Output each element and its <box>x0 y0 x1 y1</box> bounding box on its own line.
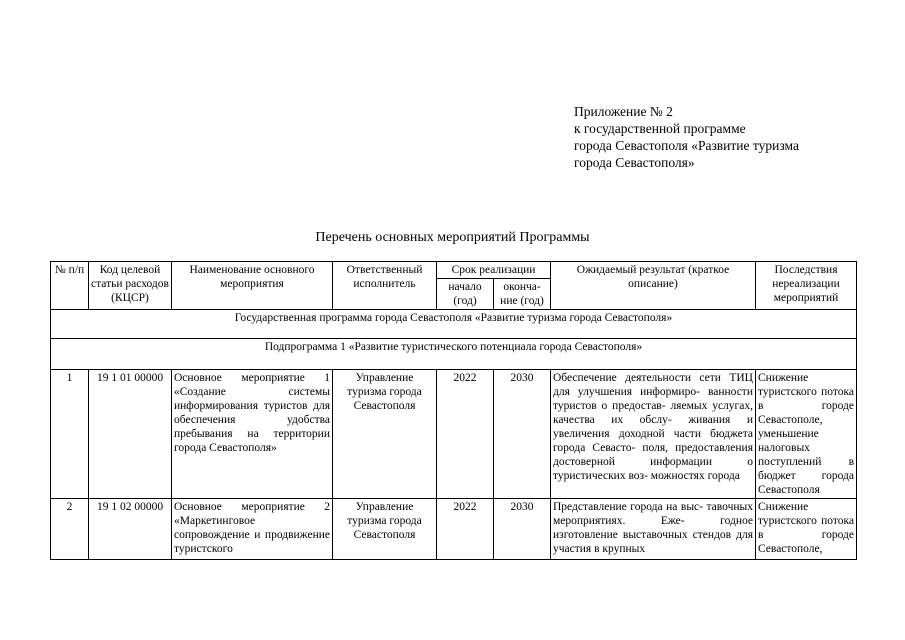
header-executor: Ответственный исполнитель <box>333 262 437 310</box>
cell-code: 19 1 02 00000 <box>89 499 172 560</box>
header-term: Срок реализации <box>437 262 551 279</box>
program-banner: Государственная программа города Севастополя «Развитие туризма города Севастополя» <box>51 310 857 339</box>
cell-executor: Управление туризма города Севастополя <box>333 499 437 560</box>
table-row <box>51 499 857 560</box>
appendix-line: города Севастополя «Развитие туризма <box>574 138 799 153</box>
cell-end: 2030 <box>494 370 551 499</box>
header-result: Ожидаемый результат (краткое описание) <box>551 262 756 310</box>
header-start: начало (год) <box>437 279 494 310</box>
cell-consequences: Снижение туристского потока в городе Севастополе, <box>756 499 857 560</box>
appendix-line: к государственной программе <box>574 121 746 136</box>
header-name: Наименование основного мероприятия <box>172 262 333 310</box>
cell-consequences: Снижение туристского потока в городе Севастополе, уменьшение налоговых поступлений в бюджет города Севастополя <box>756 370 857 499</box>
header-end: оконча- ние (год) <box>494 279 551 310</box>
document-title: Перечень основных мероприятий Программы <box>315 230 590 245</box>
cell-executor: Управление туризма города Севастополя <box>333 370 437 499</box>
subprogram-banner-row <box>51 339 857 370</box>
header-consequences: Последствия нереализации мероприятий <box>756 262 857 310</box>
table-row <box>51 370 857 499</box>
appendix-line: города Севастополя» <box>574 155 695 170</box>
appendix-line: Приложение № 2 <box>574 104 673 119</box>
cell-end: 2030 <box>494 499 551 560</box>
cell-result: Представление города на выс- тавочных мероприятиях. Еже- годное изготовление выставочных стендов для участия в крупных <box>551 499 756 560</box>
cell-result: Обеспечение деятельности сети ТИЦ для улучшения информиро- ванности туристов о предостав- ляемых услугах, качества их обслу- живания и увеличения доходной части бюджета города Севасто- поля, предоставления достоверной информации о туристических воз- можностях города <box>551 370 756 499</box>
header-code: Код целевой статьи расходов (КЦСР) <box>89 262 172 310</box>
subprogram-banner: Подпрограмма 1 «Развитие туристического потенциала города Севастополя» <box>51 339 857 370</box>
cell-start: 2022 <box>437 370 494 499</box>
cell-name: Основное мероприятие 2 «Маркетинговое сопровождение и продвижение туристского <box>172 499 333 560</box>
program-banner-row <box>51 310 857 339</box>
cell-code: 19 1 01 00000 <box>89 370 172 499</box>
cell-num: 2 <box>51 499 89 560</box>
cell-start: 2022 <box>437 499 494 560</box>
header-num: № п/п <box>51 262 89 310</box>
appendix-header <box>574 103 799 171</box>
cell-name: Основное мероприятие 1 «Создание системы информирования туристов для обеспечения удобства пребывания на территории города Севастополя» <box>172 370 333 499</box>
measures-table <box>50 261 857 560</box>
header-row <box>51 262 857 279</box>
cell-num: 1 <box>51 370 89 499</box>
